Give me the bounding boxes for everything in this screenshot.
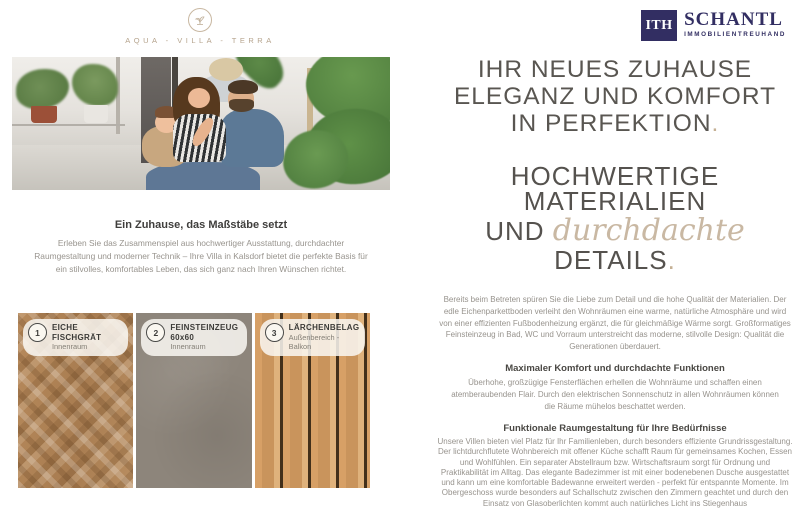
photo-father-beard [229, 99, 254, 112]
swatch-title: FEINSTEINZEUG 60x60 [170, 323, 239, 342]
company-subtitle: IMMOBILIENTREUHAND [684, 31, 786, 38]
swatch-feinsteinzeug [136, 313, 251, 488]
right-copy-column [437, 57, 793, 509]
sprout-icon [193, 13, 207, 27]
company-logo [641, 10, 786, 41]
material-swatches [18, 313, 370, 488]
photo-plant-left-2 [72, 64, 117, 107]
swatch-subtitle: Innenraum [170, 342, 206, 352]
photo-child-hair [209, 58, 243, 81]
swatch-title: EICHE FISCHGRÄT [52, 323, 102, 342]
swatch-number-badge: 3 [265, 323, 284, 342]
photo-mother-face [188, 88, 210, 108]
swatch-laerchenbelag [255, 313, 370, 488]
subheadline-line-4 [437, 244, 793, 275]
sub-headline [437, 160, 793, 275]
brand-emblem-icon [188, 8, 212, 32]
subheadline-und: UND [485, 216, 553, 247]
aqua-villa-terra-logo [110, 8, 290, 45]
photo-father-hair [228, 80, 258, 95]
swatch-label [141, 319, 246, 356]
subheadline-line-2: MATERIALIEN [523, 185, 707, 216]
subheadline-script-word: durchdachte [552, 213, 745, 249]
headline-line-1: IHR NEUES ZUHAUSE [477, 56, 753, 83]
headline-line-3-text: IN PERFEKTION [510, 109, 712, 137]
headline-line-2: ELEGANZ UND KOMFORT [453, 82, 777, 110]
left-body-text: Erleben Sie das Zusammenspiel aus hochwertiger Ausstattung, durchdachter Raumgestaltung und moderner Technik – Ihre Villa in Kalsdorf bietet die perfekte Basis für ein stilvolles, komfortables Leben, das sich ganz nach Ihren Wünschen richtet. [34, 238, 368, 275]
main-headline [437, 57, 793, 138]
company-name-block [684, 10, 786, 38]
company-name: SCHANTL [684, 9, 783, 30]
layout-section-body: Unsere Villen bieten viel Platz für Ihr Familienleben, durch besonders effiziente Grundrissgestaltung. Der lichtdurchflutete Wohnbereich mit offener Küche schafft Raum für gemeinsames Kochen, Essen und Wohlfühlen. Ein separater Abstellraum bzw. Wirtschaftsraum sorgt für Ordnung und Praktikabilität im Alltag. Das elegante Badezimmer ist mit einer bodenebenen Dusche ausgestattet und kann um eine komfortable Badewanne erweitert werden - perfekt für entspannte Momente. Im Obergeschoss wurde besonders auf Schallschutz zwischen den Zimmern geachtet und durch den Einsatz von Glasoberlichten kommt auch natürliches Licht ins Stiegenhaus [437, 437, 793, 508]
layout-section-title: Funktionale Raumgestaltung für Ihre Bedürfnisse [503, 423, 727, 435]
swatch-label [23, 319, 128, 356]
swatch-number-badge: 2 [146, 323, 165, 342]
swatch-eiche-fischgraet [18, 313, 133, 488]
materials-paragraph: Bereits beim Betreten spüren Sie die Liebe zum Detail und die hohe Qualität der Materialien. Der edle Eichenparkettboden verleiht den Wohnräumen eine warme, natürliche Atmosphäre und wird von einer effizienten Fußbodenheizung ergänzt, die für gleichmäßige Wärme sorgt. Großformatiges Feinsteinzeug in Bad, WC und Vorraum unterstreicht das moderne, stilvolle Design: Qualität die Generationen überdauert. [439, 295, 791, 351]
photo-terracotta-pot [31, 106, 57, 123]
family-photo [12, 57, 390, 190]
swatch-subtitle: Innenraum [52, 342, 88, 352]
swatch-title: LÄRCHENBELAG [288, 323, 360, 332]
left-copy-block [12, 219, 390, 276]
photo-father-body [220, 109, 284, 168]
left-headline: Ein Zuhause, das Maßstäbe setzt [114, 219, 288, 231]
comfort-section-title: Maximaler Komfort und durchdachte Funktionen [505, 363, 725, 375]
headline-line-3 [437, 111, 793, 138]
subheadline-accent-period: . [667, 244, 676, 275]
ith-logo-icon: ITH [641, 10, 677, 41]
photo-shelf [12, 124, 125, 126]
subheadline-line-3 [437, 213, 793, 249]
subheadline-details: DETAILS [554, 244, 668, 275]
swatch-subtitle: Außenbereich - Balkon [288, 332, 340, 351]
photo-white-pot [84, 105, 109, 124]
headline-accent-period: . [711, 109, 720, 137]
swatch-label [260, 319, 365, 356]
swatch-number-badge: 1 [28, 323, 47, 342]
comfort-section-body: Überhohe, großzügige Fensterflächen erhellen die Wohnräume und schaffen einen atemberaubenden Flair. Durch den elektrischen Sonnenschutz in allen Wohnräumen können die Räume mühelos beschattet werden. [451, 378, 779, 411]
subheadline-line-1: HOCHWERTIGE [510, 160, 720, 191]
brand-wordmark: AQUA - VILLA - TERRA [125, 36, 275, 45]
photo-plant-left [16, 69, 69, 109]
